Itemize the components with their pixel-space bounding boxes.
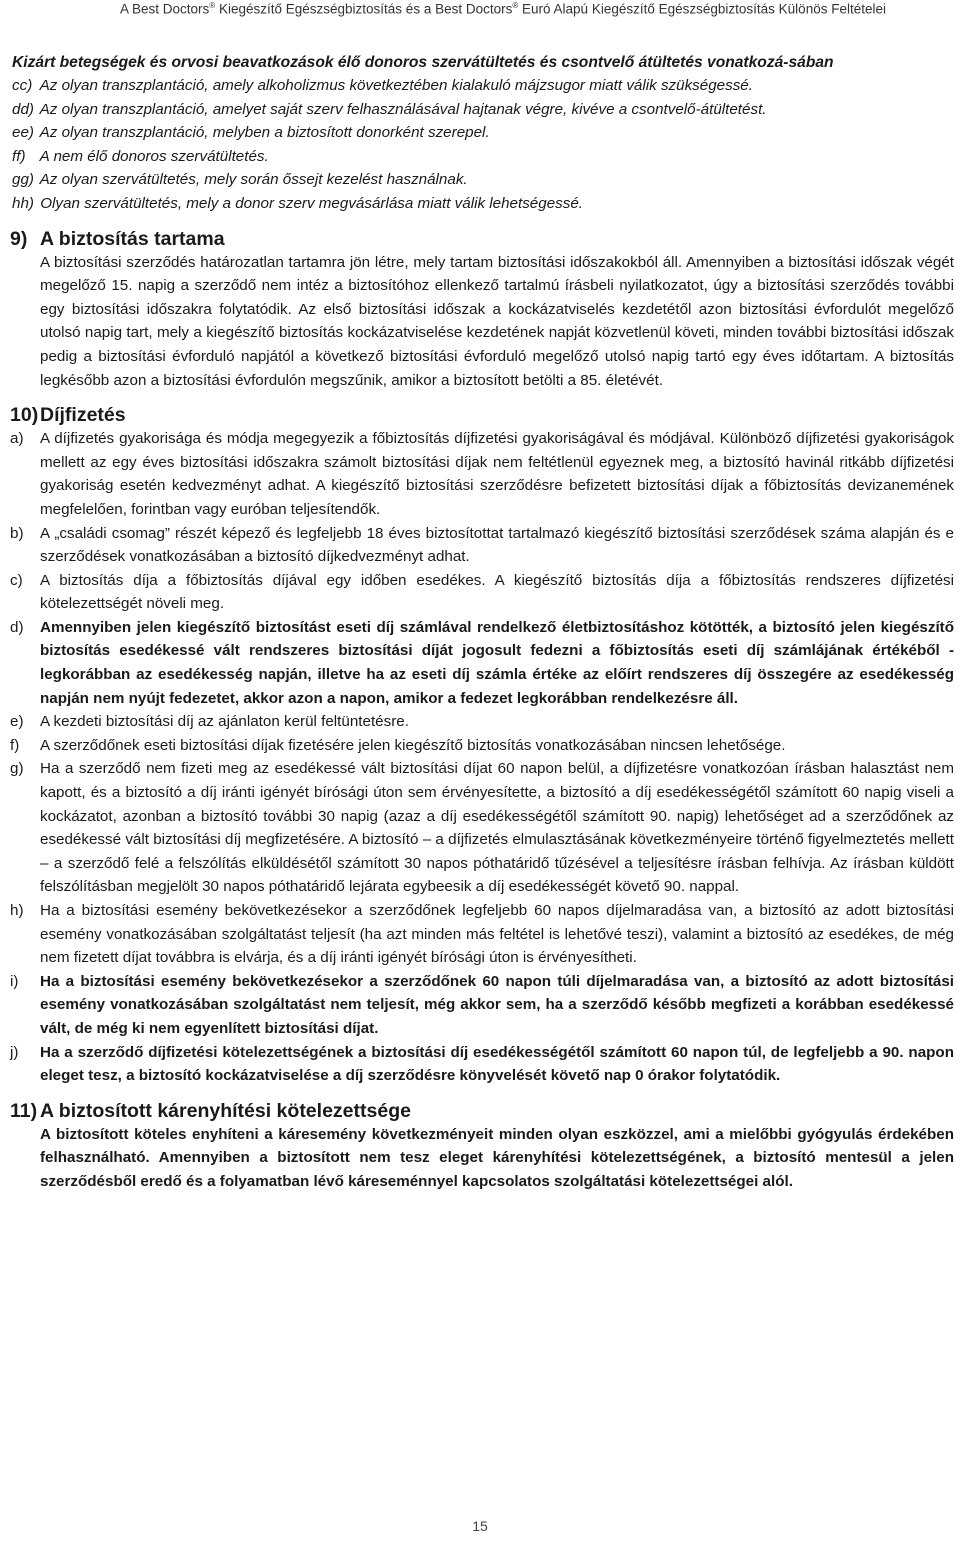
item-label: h) [10,902,24,919]
item-text: Ha a biztosítási esemény bekövetkezésekor a szerződőnek 60 napon túli díjelmaradása van, a biztosító az adott biztosítási esemény vonatkozásában szolgáltatást nem teljesít, még akkor sem, ha a szerződő később megfizeti a korábban esedékessé vált, de még ki nem egyenlített biztosítási díjat. [40,972,954,1037]
item-label: f) [10,736,20,754]
item-label: c) [10,571,23,589]
item-label: b) [10,524,24,542]
item-label: hh) [12,194,34,212]
list-item [10,168,954,192]
item-text: Az olyan transzplantáció, melyben a biztosított donorként szerepel. [39,124,490,142]
item-label: cc) [12,77,33,94]
item-text: Ha a szerződő nem fizeti meg az esedékessé vált biztosítási díjat 60 napon belül, a díjfizetésre vonatkozóan írásban halasztást nem kapott, és a biztosító a díj iránti igényét bírósági úton sem érvényesítette, a biztosító a díj esedékességétől számított 60 napig viseli a kockázatot, azonban a biztosító további 30 napig (azaz a díj esedékességétől számított 90. napig) lehetőséget ad a szerződőnek az esedékessé vált biztosítási díj megfizetésére. A biztosító – a díjfizetés elmulasztásának következményeire történő figyelmeztetés mellett – a szerződő felé a felszólítás elküldésétől számított 30 napos póthatáridő tűzésével a teljesítésre írásban felhívja. Az írásban küldött felszólításban megjelölt 30 napos póthatáridő lejárata egybeesik a díj esedékességét követő 90. nappal. [40,760,954,896]
item-text: A „családi csomag” részét képező és legfeljebb 18 éves biztosítottat tartalmazó kiegészítő biztosítási szerződések száma alapján és e szerződések vonatkozásában a biztosító díjkedvezményt adhat. [40,524,954,566]
page-header: A Best Doctors® Kiegészítő Egészségbiztosítás és a Best Doctors® Euró Alapú Kiegészítő Egészségbiztosítás Különös Feltételei [120,1,886,17]
section-text: A biztosítási szerződés határozatlan tartamra jön létre, mely tartam biztosítási időszakokból áll. Amennyiben a biztosítási időszak végét megelőző 15. napig a szerződő nem intéz a biztosítóhoz ellenkező tartalmú írásbeli nyilatkozatot, úgy a biztosítási szerződés további egy biztosítási időszakra folytatódik. Az első biztosítási időszak a kockázatviselés kezdetétől azon biztosítási évfordulót megelőző utolsó napig tart, mely a kiegészítő biztosítás kockázatviselése kezdetének napját közvetlenül követi, minden további biztosítási időszak pedig a biztosítási évforduló napjától a következő biztosítási évforduló megelőző utolsó napig tartó egy éves időtartam. A biztosítás legkésőbb azon a biztosítási évfordulón megszűnik, amikor a biztosított betölti a 85. életévét. [40,253,954,389]
item-label: dd) [12,100,34,118]
section-text: A biztosított köteles enyhíteni a káresemény következményeit minden olyan eszközzel, ami a mielőbbi gyógyulás érdekében felhasználható. Amennyiben a biztosított nem tesz eleget kárenyhítési kötelezettségének, a biztosító mentesül a jelen szerződésből eredő és a folyamatban lévő káreseménnyel kapcsolatos szolgáltatási kötelezettségei alól. [40,1125,954,1190]
list-item [10,145,954,169]
document-body [10,52,954,1194]
section-title: A biztosítás tartama [40,227,225,250]
item-text: Olyan szervátültetés, mely a donor szerv megvásárlása miatt válik lehetségessé. [40,194,584,212]
item-text: A díjfizetés gyakorisága és módja megegyezik a főbiztosítás díjfizetési gyakoriságával és módjával. Különböző díjfizetési gyakoriságok mellett az egy éves biztosítási időszakra számolt biztosítási díjak nem feltétlenül egyeznek meg, a biztosító havinál ritkább díjfizetési gyakoriság esetén kedvezményt adhat. A kiegészítő biztosítási szerződésre befizetett biztosítási díjak a főbiztosítás devizanemének megfelelően, forintban vagy euróban teljesítendők. [40,430,954,518]
item-text: A biztosítás díja a főbiztosítás díjával egy időben esedékes. A kiegészítő biztosítás díja a főbiztosítás rendszeres díjfizetési kötelezettségét növeli meg. [40,571,954,613]
section-title: A biztosított kárenyhítési kötelezettsége [40,1099,411,1122]
item-label: gg) [12,171,34,189]
section-number: 9) [10,227,28,250]
item-text: Amennyiben jelen kiegészítő biztosítást eseti díj számlával rendelkező életbiztosításhoz kötötték, a biztosító jelen kiegészítő biztosítás esedékessé vált rendszeres biztosítási díját jogosult fedezni a főbiztosítás eseti díj számlájának értékéből - legkorábban az esedékesség napján, illetve ha az eseti díj számla értéke az előírt rendszeres díj összegére az esedékesség napján nem nyújt fedezetet, akkor azon a napon, amikor a fedezet legkorábban rendelkezésre áll. [40,618,954,707]
item-label: j) [10,1043,19,1061]
list-item [10,98,954,122]
item-label: d) [10,618,24,636]
section-number: 11) [10,1099,38,1122]
list-item [10,970,954,1041]
item-text: Az olyan transzplantáció, amely alkoholizmus következtében kialakuló májzsugor miatt válik szükségessé. [39,77,753,94]
list-item [10,121,954,145]
item-label: ee) [12,124,34,142]
exclusions-list [10,74,954,216]
list-item [10,192,954,216]
item-label: e) [10,713,24,731]
item-label: g) [10,760,24,778]
section-title: Díjfizetés [40,404,126,427]
item-label: i) [10,972,19,990]
item-label: ff) [12,147,26,165]
section-11 [10,1100,954,1194]
section-9 [10,228,954,393]
list-item [10,522,954,569]
list-item [10,734,954,758]
list-item [10,710,954,734]
item-text: A szerződőnek eseti biztosítási díjak fizetésére jelen kiegészítő biztosítás vonatkozásában nincsen lehetősége. [40,736,786,754]
list-item [10,569,954,616]
list-item [10,1041,954,1088]
section-number: 10) [10,404,39,427]
item-text: Az olyan transzplantáció, amelyet saját szerv felhasználásával hajtanak végre, kivéve a csontvelő-átültetést. [39,100,767,118]
item-label: a) [10,430,24,448]
item-text: Az olyan szervátültetés, mely során őssejt kezelést használnak. [39,171,468,189]
item-text: Ha a szerződő díjfizetési kötelezettségének a biztosítási díj esedékességétől számított 60 napon túl, de legfeljebb a 90. napon eleget tesz, a biztosító kockázatviselése a díj szerződésre könyvelését követő nap 0 órakor folytatódik. [40,1043,954,1085]
list-item [10,74,954,98]
exclusions-title: Kizárt betegségek és orvosi beavatkozások élő donoros szervátültetés és csontvelő átültetés vonatkozá-sában [12,54,834,71]
item-text: Ha a biztosítási esemény bekövetkezésekor a szerződőnek legfeljebb 60 napos díjelmaradása van, a biztosító az adott biztosítási esemény vonatkozásában szolgáltatást teljesít (ha azt minden más feltétel is lehetővé teszi), valamint a biztosító az esedékes, de még nem fizetett díjat továbbra is elvárja, és a díj iránti igényét bírósági úton is érvényesítheti. [40,902,954,967]
payment-items-list [10,427,954,1088]
page-number: 15 [472,1518,488,1534]
list-item [10,757,954,899]
list-item [10,899,954,970]
item-text: A kezdeti biztosítási díj az ajánlaton kerül feltüntetésre. [40,713,409,731]
list-item [10,616,954,710]
section-10 [10,404,954,1088]
item-text: A nem élő donoros szervátültetés. [39,147,269,165]
list-item [10,427,954,521]
